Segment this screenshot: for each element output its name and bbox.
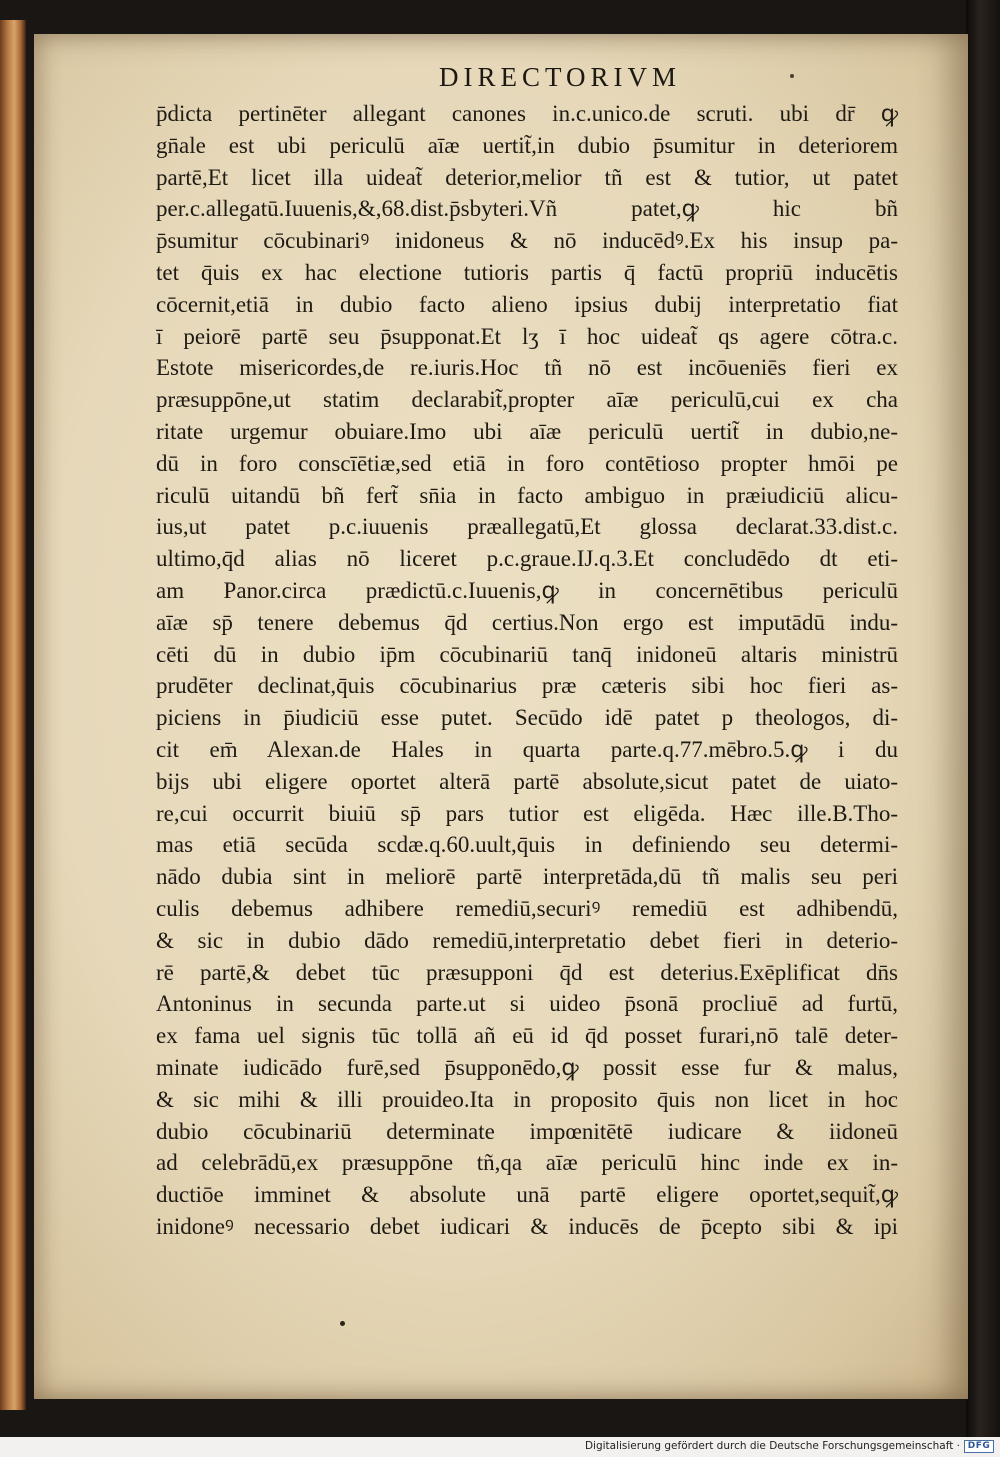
page-header	[34, 62, 968, 93]
text-line: prudēter declinat,q̄uis cōcubinarius præ cæteris sibi hoc fieri as-	[156, 673, 898, 699]
text-line: & sic in dubio dādo remediū,interpretatio debet fieri in deterio-	[156, 927, 898, 953]
text-line: ī peiorē partē seu p̄supponat.Et lʒ ī hoc uideat̃ qs agere cōtra.c.	[156, 323, 898, 349]
text-line: præsuppōne,ut statim declarabit̃,propter aīæ periculū,cui ex cha	[156, 387, 898, 413]
text-line: per.c.allegatū.Iuuenis,&,68.dist.p̄sbyteri.Vñ patet,ꝙ hic bñ	[156, 196, 898, 222]
text-line: ductiōe imminet & absolute unā partē eligere oportet,sequit̃,ꝙ	[156, 1182, 898, 1208]
header-ornament-dot	[790, 74, 794, 78]
text-line: gn̄ale est ubi periculū aīæ uertit̃,in dubio p̄sumitur in deteriorem	[156, 132, 898, 158]
text-line: inidoneꝰ necessario debet iudicari & inducēs de p̄cepto sibi & ipi	[156, 1213, 898, 1239]
text-line: minate iudicādo furē,sed p̄supponēdo,ꝙ possit esse fur & malus,	[156, 1054, 898, 1080]
text-line: Antoninus in secunda parte.ut si uideo p̄sonā procliuē ad furtū,	[156, 991, 898, 1017]
footer-bar	[0, 1437, 1000, 1457]
text-line: nādo dubia sint in meliorē partē interpretāda,dū tñ malis seu peri	[156, 864, 898, 890]
text-line: cōcernit,etiā in dubio facto alieno ipsius dubij interpretatio fiat	[156, 291, 898, 317]
text-line: p̄dicta pertinēter allegant canones in.c.unico.de scruti. ubi dr̄ ꝙ	[156, 101, 898, 126]
page-mark-dot	[340, 1321, 345, 1326]
text-line: ultimo,q̄d alias nō liceret p.c.graue.IJ.q.3.Et concludēdo dt eti-	[156, 546, 898, 572]
text-line: ex fama uel signis tūc tollā añ eū id q̄d posset furari,nō talē deter-	[156, 1023, 898, 1049]
text-line: p̄sumitur cōcubinariꝰ inidoneus & nō inducēdꝰ.Ex his insup pa-	[156, 228, 898, 254]
text-line: bijs ubi eligere oportet alterā partē absolute,sicut patet de uiato-	[156, 768, 898, 794]
text-line: ad celebrādū,ex præsuppōne tñ,qa aīæ periculū hinc inde ex in-	[156, 1150, 898, 1176]
dfg-logo: DFG	[964, 1440, 994, 1453]
text-line: aīæ sp̄ tenere debemus q̄d certius.Non ergo est imputādū indu-	[156, 609, 898, 635]
text-block	[156, 98, 898, 1243]
text-line: culis debemus adhibere remediū,securiꝰ remediū est adhibendū,	[156, 895, 898, 921]
text-line: & sic mihi & illi prouideo.Ita in proposito q̄uis non licet in hoc	[156, 1086, 898, 1112]
text-line: am Panor.circa prædictū.c.Iuuenis,ꝙ in concernētibus periculū	[156, 577, 898, 603]
text-line: dubio cōcubinariū determinate impœnitētē iudicare & iidoneū	[156, 1118, 898, 1144]
text-line: Estote misericordes,de re.iuris.Hoc tñ nō est incōueniēs fieri ex	[156, 355, 898, 381]
text-line: piciens in p̄iudiciū esse putet. Secūdo idē patet p theologos, di-	[156, 705, 898, 731]
text-line: cit em̄ Alexan.de Hales in quarta parte.q.77.mēbro.5.ꝙ i du	[156, 736, 898, 762]
text-line: ius,ut patet p.c.iuuenis præallegatū,Et glossa declarat.33.dist.c.	[156, 514, 898, 540]
text-line: partē,Et licet illa uideat̃ deterior,melior tñ est & tutior, ut patet	[156, 164, 898, 190]
text-line: cēti dū in dubio ip̄m cōcubinariū tanq̄ inidoneū altaris ministrū	[156, 641, 898, 667]
text-line: re,cui occurrit biuiū sp̄ pars tutior est eligēda. Hæc ille.B.Tho-	[156, 800, 898, 826]
text-line: riculū uitandū bñ fert̃ sn̄ia in facto ambiguo in præiudiciū alicu-	[156, 482, 898, 508]
book-fore-edge	[0, 20, 26, 1410]
text-line: ritate urgemur obuiare.Imo ubi aīæ periculū uertit̃ in dubio,ne-	[156, 418, 898, 444]
text-line: mas etiā secūda scdæ.q.60.uult,q̄uis in definiendo seu determi-	[156, 832, 898, 858]
book-page	[34, 34, 968, 1399]
dfg-credit-text: Digitalisierung gefördert durch die Deutsche Forschungsgemeinschaft ·	[584, 1440, 960, 1452]
text-line: tet q̄uis ex hac electione tutioris partis q̄ factū propriū inducētis	[156, 259, 898, 285]
text-line: dū in foro conscīētiæ,sed etiā in foro contētioso propter hmōi pe	[156, 450, 898, 476]
text-line: rē partē,& debet tūc præsupponi q̄d est deterius.Exēplificat dn̄s	[156, 959, 898, 985]
running-head: DIRECTORIVM	[438, 62, 681, 92]
book-gutter-shadow	[966, 0, 1000, 1437]
